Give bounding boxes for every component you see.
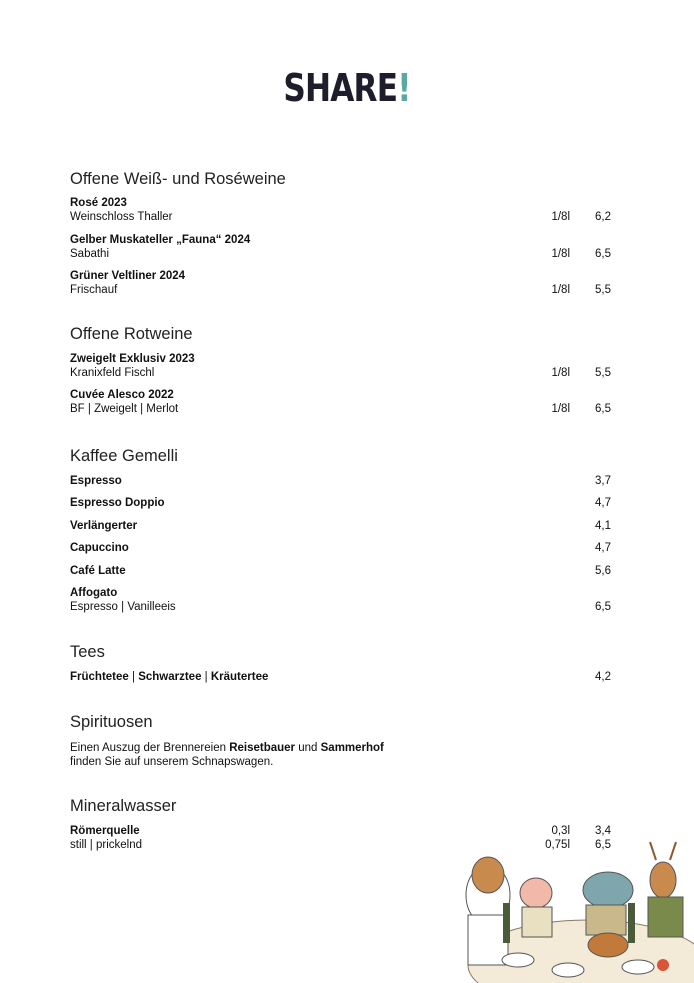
logo-mark: !	[397, 66, 411, 110]
tea-name: Kräutertee	[210, 671, 269, 683]
item-name: Grüner Veltliner 2024	[70, 270, 186, 282]
section-heading: Offene Rotweine	[70, 325, 193, 343]
item-name: Espresso	[70, 475, 122, 487]
item-volume: 0,75l	[545, 839, 570, 851]
section-heading: Mineralwasser	[70, 797, 177, 815]
spirits-text	[70, 741, 384, 755]
item-name	[70, 670, 268, 684]
item-price: 6,5	[595, 248, 611, 260]
item-desc: Sabathi	[70, 248, 110, 260]
distillery-name: Reisetbauer	[229, 742, 296, 754]
section-heading: Spirituosen	[70, 713, 153, 731]
pig-icon	[520, 878, 552, 937]
item-name: Affogato	[70, 587, 118, 599]
item-name: Espresso Doppio	[70, 497, 165, 509]
item-price: 3,4	[595, 825, 611, 837]
separator: |	[128, 671, 139, 683]
separator: |	[201, 671, 211, 683]
item-price: 4,2	[595, 671, 611, 683]
item-price: 4,7	[595, 497, 611, 509]
item-desc: Espresso | Vanilleeis	[70, 601, 176, 613]
section-heading: Offene Weiß- und Roséweine	[70, 170, 286, 188]
tea-name: Schwarztee	[138, 671, 202, 683]
text: und	[295, 742, 321, 754]
item-price: 5,5	[595, 367, 611, 379]
section-heading: Kaffee Gemelli	[70, 447, 178, 465]
item-desc: Frischauf	[70, 284, 118, 296]
item-volume: 1/8l	[551, 367, 570, 379]
item-volume: 0,3l	[551, 825, 570, 837]
section-heading: Tees	[70, 643, 105, 661]
tea-name: Früchtetee	[70, 671, 129, 683]
item-name: Verlängerter	[70, 520, 138, 532]
item-name: Rosé 2023	[70, 197, 127, 209]
item-name: Capuccino	[70, 542, 129, 554]
item-volume: 1/8l	[551, 284, 570, 296]
item-desc: Weinschloss Thaller	[70, 211, 173, 223]
item-price: 3,7	[595, 475, 611, 487]
item-price: 5,6	[595, 565, 611, 577]
item-volume: 1/8l	[551, 211, 570, 223]
animal-feast-illustration	[458, 835, 694, 983]
item-volume: 1/8l	[551, 248, 570, 260]
item-price: 5,5	[595, 284, 611, 296]
item-price: 6,5	[595, 601, 611, 613]
item-desc: BF | Zweigelt | Merlot	[70, 403, 179, 415]
logo-text: SHARE	[283, 66, 398, 110]
item-price: 4,7	[595, 542, 611, 554]
item-desc: still | prickelnd	[70, 839, 143, 851]
deer-icon	[648, 842, 683, 937]
item-name: Cuvée Alesco 2022	[70, 389, 174, 401]
item-desc: Kranixfeld Fischl	[70, 367, 155, 379]
fish-icon	[583, 872, 633, 935]
text: Einen Auszug der Brennereien	[70, 742, 230, 754]
item-name: Römerquelle	[70, 825, 140, 837]
item-price: 6,2	[595, 211, 611, 223]
item-price: 6,5	[595, 403, 611, 415]
spirits-text: finden Sie auf unserem Schnapswagen.	[70, 756, 274, 768]
item-volume: 1/8l	[551, 403, 570, 415]
item-price: 6,5	[595, 839, 611, 851]
item-price: 4,1	[595, 520, 611, 532]
item-name: Gelber Muskateller „Fauna“ 2024	[70, 234, 251, 246]
share-logo	[62, 66, 631, 110]
item-name: Café Latte	[70, 565, 126, 577]
item-name: Zweigelt Exklusiv 2023	[70, 353, 195, 365]
distillery-name: Sammerhof	[320, 742, 384, 754]
